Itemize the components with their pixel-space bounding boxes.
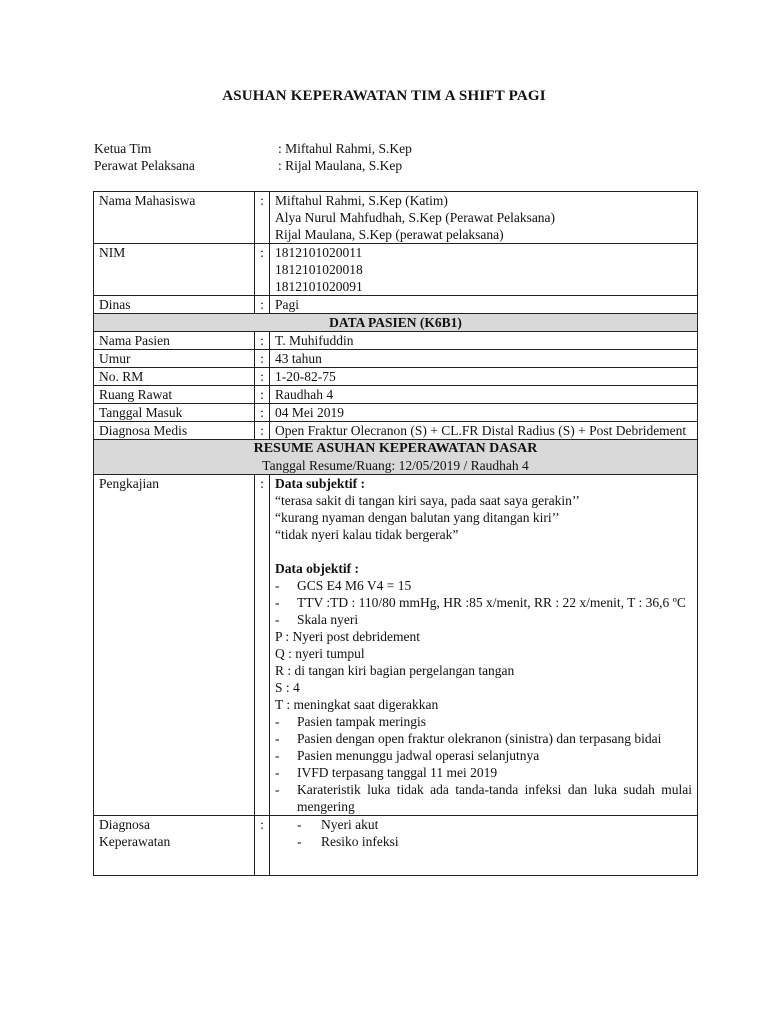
pqrst-item: Q : nyeri tumpul [275,646,365,661]
nim-row [94,244,698,296]
list-item [275,764,692,781]
nursing-diagnosis-content [270,816,698,876]
nursing-diagnosis-label-line: Keperawatan [99,834,171,849]
nim-label: NIM [94,244,255,296]
dash-bullet: - [275,765,280,780]
list-item [275,611,692,628]
colon: : [255,350,270,368]
dinas-label: Dinas [94,296,255,314]
dash-bullet: - [275,612,280,627]
ward-label: Ruang Rawat [94,386,255,404]
dash-bullet: - [275,714,280,729]
pqrst-item: T : meningkat saat digerakkan [275,697,439,712]
dinas-value: Pagi [270,296,698,314]
list-item [275,781,692,815]
team-leader-row [94,140,412,157]
objective-title: Data objektif : [275,561,359,576]
colon: : [255,368,270,386]
colon: : [255,296,270,314]
assessment-row [94,475,698,816]
student-row [94,192,698,244]
student-name: Alya Nurul Mahfudhah, S.Kep (Perawat Pelaksana) [275,210,556,225]
dash-bullet: - [297,817,302,832]
medical-diagnosis-label: Diagnosa Medis [94,422,255,440]
objective-list [275,577,692,628]
nim-value: 1812101020091 [275,279,363,294]
spacer [275,543,692,560]
list-item [275,816,692,833]
patient-name-value: T. Muhifuddin [270,332,698,350]
nim-value: 1812101020018 [275,262,363,277]
list-item-text: GCS E4 M6 V4 = 15 [297,578,412,593]
dash-bullet: - [297,834,302,849]
list-item [275,730,692,747]
colon: : [255,404,270,422]
patient-name-row [94,332,698,350]
pqrst-item: S : 4 [275,680,300,695]
patient-section-header: DATA PASIEN (K6B1) [94,314,698,332]
medical-record-value: 1-20-82-75 [270,368,698,386]
colon: : [255,244,270,296]
document-title: ASUHAN KEPERAWATAN TIM A SHIFT PAGI [222,88,546,104]
colon: : [255,386,270,404]
list-item-text: Karateristik luka tidak ada tanda-tanda infeksi dan luka sudah mulai mengering [297,782,692,814]
patient-age-value: 43 tahun [270,350,698,368]
resume-header [94,440,698,475]
patient-age-label: Umur [94,350,255,368]
nursing-diagnosis-label-line: Diagnosa [99,817,150,832]
colon: : [255,475,270,816]
subjective-item: “terasa sakit di tangan kiri saya, pada saat saya gerakin’’ [275,493,580,508]
team-nurse-value: : Rijal Maulana, S.Kep [278,158,403,173]
care-table [93,191,698,876]
resume-header-row [94,440,698,475]
team-nurse-label: Perawat Pelaksana [94,158,195,173]
dash-bullet: - [275,748,280,763]
nursing-diagnosis-row [94,816,698,876]
patient-name-label: Nama Pasien [94,332,255,350]
list-item-text: TTV :TD : 110/80 mmHg, HR :85 x/menit, RR : 22 x/menit, T : 36,6 ºC [297,595,686,610]
admission-date-label: Tanggal Masuk [94,404,255,422]
list-item [275,833,692,850]
resume-title: RESUME ASUHAN KEPERAWATAN DASAR [253,441,538,456]
ward-row [94,386,698,404]
colon: : [255,332,270,350]
list-item-text: IVFD terpasang tanggal 11 mei 2019 [297,765,498,780]
list-item-text: Nyeri akut [321,817,379,832]
medical-record-label: No. RM [94,368,255,386]
dash-bullet: - [275,595,280,610]
subjective-title: Data subjektif : [275,476,365,491]
list-item [275,713,692,730]
assessment-content [270,475,698,816]
colon: : [255,816,270,876]
colon: : [255,422,270,440]
ward-value: Raudhah 4 [270,386,698,404]
objective-list-2 [275,713,692,815]
list-item-text: Resiko infeksi [321,834,399,849]
patient-age-row [94,350,698,368]
list-item [275,577,692,594]
list-item [275,747,692,764]
team-leader-label: Ketua Tim [94,141,152,156]
admission-date-value: 04 Mei 2019 [270,404,698,422]
assessment-label: Pengkajian [94,475,255,816]
team-nurse-row [94,157,412,174]
medical-diagnosis-row [94,422,698,440]
list-item [275,594,692,611]
team-leader-value: : Miftahul Rahmi, S.Kep [278,141,412,156]
student-names [270,192,698,244]
list-item-text: Skala nyeri [297,612,359,627]
colon: : [255,192,270,244]
dash-bullet: - [275,731,280,746]
dash-bullet: - [275,578,280,593]
student-name: Rijal Maulana, S.Kep (perawat pelaksana) [275,227,504,242]
admission-date-row [94,404,698,422]
medical-diagnosis-value: Open Fraktur Olecranon (S) + CL.FR Distal Radius (S) + Post Debridement [270,422,698,440]
medical-record-row [94,368,698,386]
list-item-text: Pasien dengan open fraktur olekranon (sinistra) dan terpasang bidai [297,731,662,746]
resume-subtitle: Tanggal Resume/Ruang: 12/05/2019 / Raudhah 4 [262,458,529,473]
student-name: Miftahul Rahmi, S.Kep (Katim) [275,193,448,208]
subjective-item: “tidak nyeri kalau tidak bergerak” [275,527,459,542]
nursing-diagnosis-label [94,816,255,876]
nim-value: 1812101020011 [275,245,363,260]
list-item-text: Pasien menunggu jadwal operasi selanjutnya [297,748,540,763]
team-info [94,140,412,174]
list-item-text: Pasien tampak meringis [297,714,426,729]
pqrst-item: P : Nyeri post debridement [275,629,420,644]
student-label: Nama Mahasiswa [94,192,255,244]
subjective-item: “kurang nyaman dengan balutan yang ditangan kiri’’ [275,510,560,525]
nursing-diagnosis-list [275,816,692,850]
pqrst-item: R : di tangan kiri bagian pergelangan tangan [275,663,515,678]
dinas-row [94,296,698,314]
dash-bullet: - [275,782,280,797]
nim-values [270,244,698,296]
patient-section-header-row [94,314,698,332]
